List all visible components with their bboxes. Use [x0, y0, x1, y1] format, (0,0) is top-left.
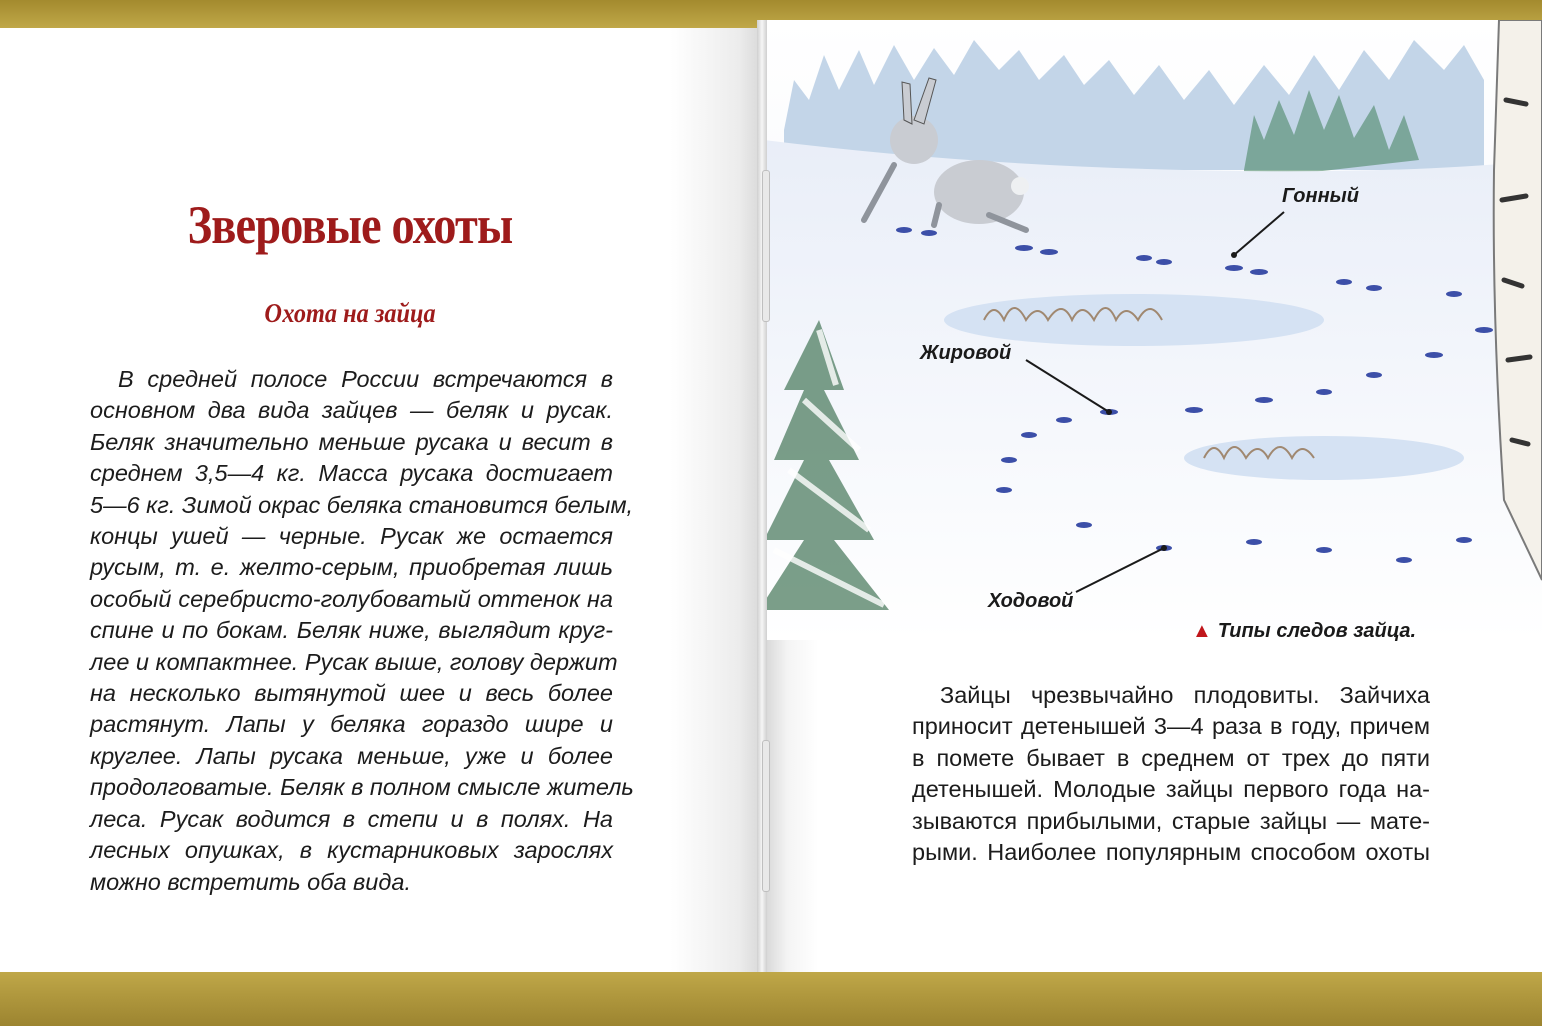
text-line: концы ушей — черные. Русак же остается [90, 523, 613, 550]
track-label-zhirovoy: Жировой [920, 342, 1012, 364]
triangle-marker-icon: ▲ [1192, 620, 1212, 642]
text-line: зываются прибылыми, старые зайцы — мате- [912, 807, 1430, 834]
text-line: Беляк значительно меньше русака и весит в [90, 428, 613, 455]
page-title: Зверовые охоты [187, 195, 513, 255]
text-line: на несколько вытянутой шее и весь более [90, 680, 613, 707]
snowy-bushes [944, 294, 1324, 346]
text-line: можно встретить оба вида. [90, 868, 411, 895]
figure-caption [1192, 620, 1416, 643]
text-line: среднем 3,5—4 кг. Масса русака достигает [90, 460, 613, 487]
text-line: лесных опушках, в кустарниковых зарослях [90, 837, 613, 864]
text-line: 5—6 кг. Зимой окрас беляка становится белым, [90, 491, 634, 518]
text-line: приносит детенышей 3—4 раза в году, причем [912, 713, 1430, 740]
left-page [0, 28, 762, 972]
track-label-gonny: Гонный [1282, 185, 1359, 207]
text-line: в помете бывает в среднем от трех до пяти [912, 744, 1430, 771]
section-subtitle: Охота на зайца [264, 298, 436, 328]
binding-stitch [762, 740, 770, 892]
text-line: спине и по бокам. Беляк ниже, выглядит круг- [90, 617, 613, 644]
right-body-text [912, 680, 1430, 868]
text-line: растянут. Лапы у беляка гораздо шире и [90, 711, 613, 738]
text-line: круглее. Лапы русака меньше, уже и более [90, 742, 613, 769]
caption-text: Типы следов зайца. [1217, 620, 1417, 642]
bottom-border-band [0, 968, 1542, 1026]
binding-stitch [762, 170, 770, 322]
snow-field [764, 140, 1542, 640]
text-line: детенышей. Молодые зайцы первого года на- [912, 776, 1430, 803]
text-line: русым, т. е. желто-серым, приобретая лишь [90, 554, 613, 581]
text-line: основном два вида зайцев — беляк и русак. [90, 397, 613, 424]
text-line: рыми. Наиболее популярным способом охоты [912, 839, 1430, 866]
text-line: особый серебристо-голубоватый оттенок на [90, 585, 613, 612]
left-body-text [90, 364, 634, 898]
text-line: В средней полосе России встречаются в [118, 366, 613, 392]
right-page [764, 20, 1542, 972]
text-line: леса. Русак водится в степи и в полях. На [90, 805, 613, 832]
text-line: продолговатые. Беляк в полном смысле житель [90, 774, 634, 801]
snowy-bushes [1184, 436, 1464, 480]
text-line: Зайцы чрезвычайно плодовиты. Зайчиха [940, 682, 1430, 708]
text-line: лее и компактнее. Русак выше, голову держит [90, 648, 618, 675]
track-label-khodovoy: Ходовой [988, 590, 1074, 612]
winter-hare-tracks-illustration [764, 20, 1542, 640]
